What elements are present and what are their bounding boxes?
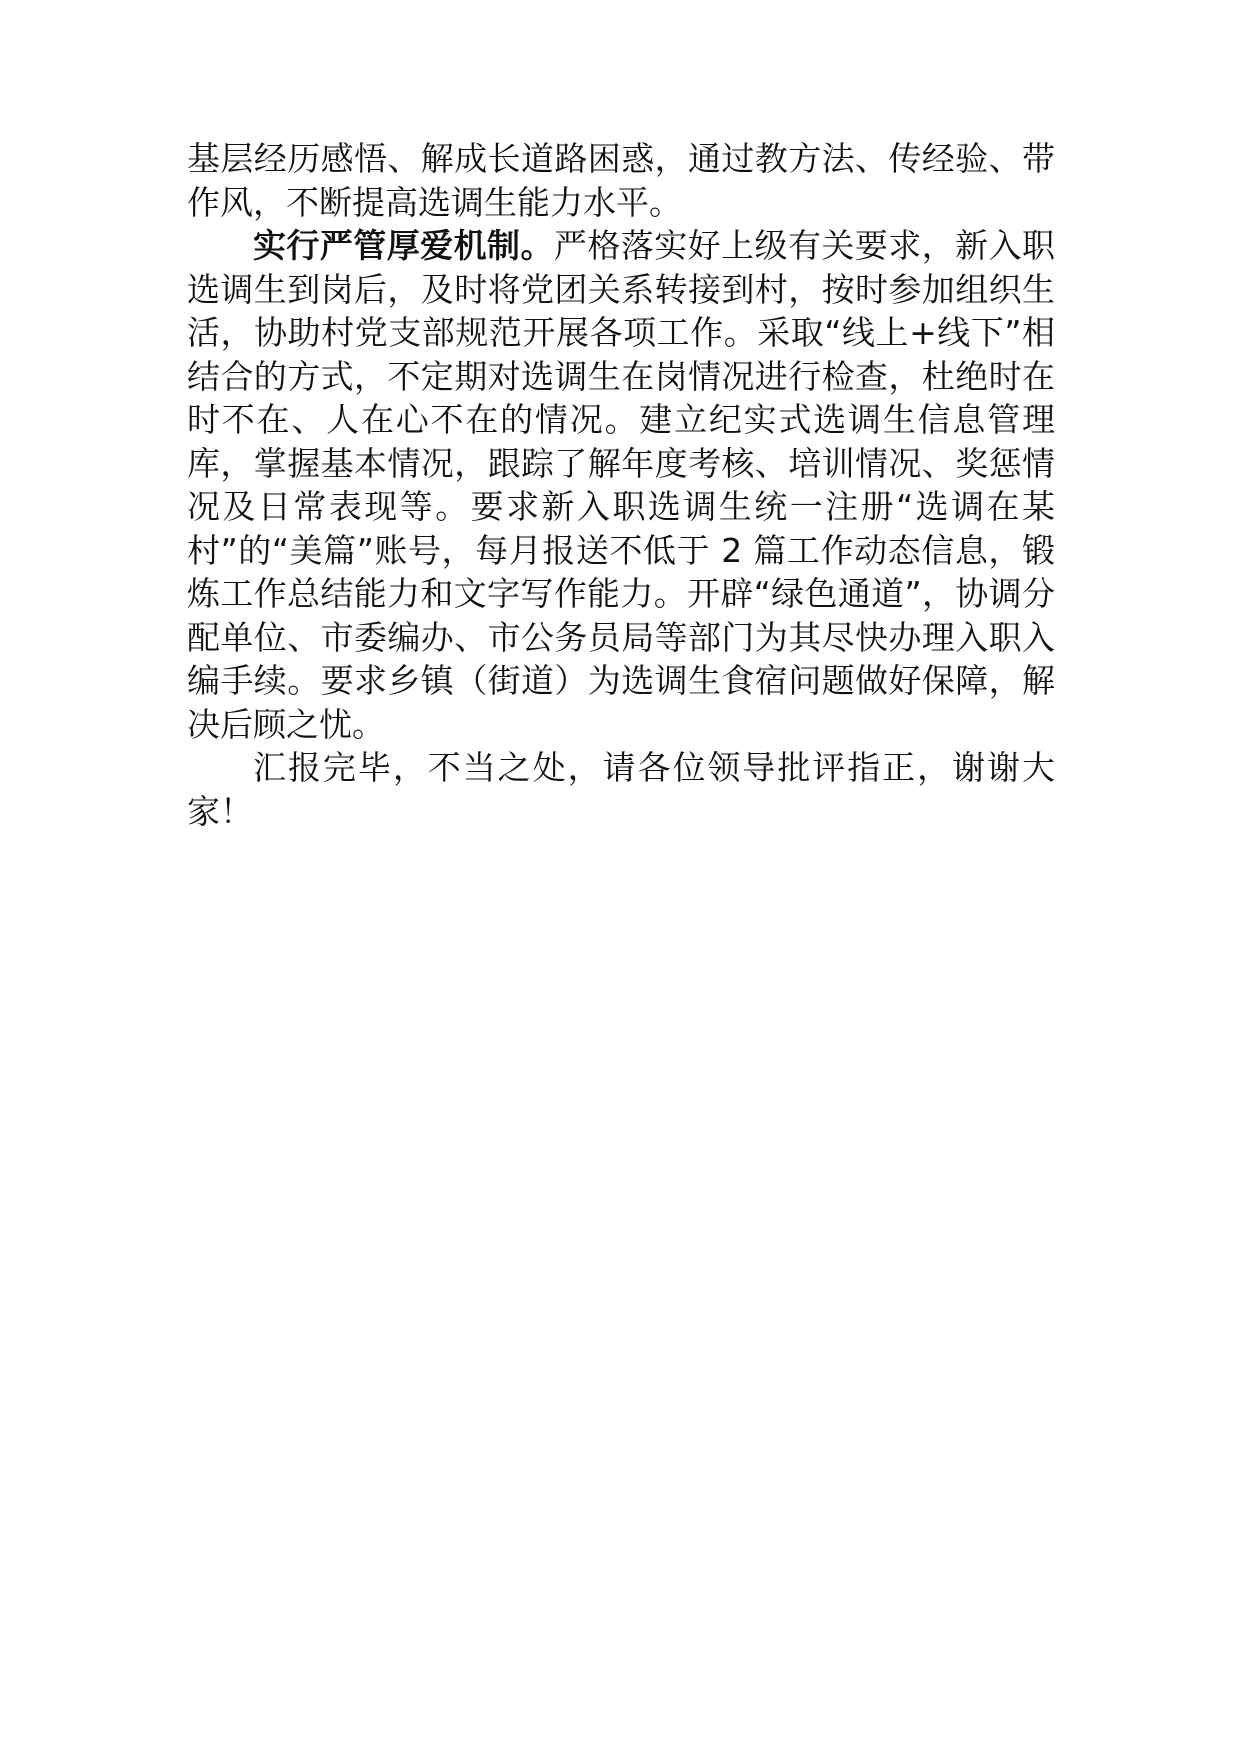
paragraph-text: 严格落实好上级有关要求，新入职选调生到岗后，及时将党团关系转接到村，按时参加组织生活，协助村党支部规范开展各项工作。采取“线上+线下”相结合的方式，不定期对选调生在岗情况进行检查，杜绝时在时不在、人在心不在的情况。建立纪实式选调生信息管理库，掌握基本情况，跟踪了解年度考核、培训情况、奖惩情况及日常表现等。要求新入职选调生统一注册“选调在某村”的“美篇”账号，每月报送不低于 2 篇工作动态信息，锻炼工作总结能力和文字写作能力。开辟“绿色通道”，协调分配单位、市委编办、市公务员局等部门为其尽快办理入职入编手续。要求乡镇（街道）为选调生食宿问题做好保障，解决后顾之忧。 bbox=[187, 226, 1056, 744]
paragraph-closing bbox=[187, 746, 1055, 833]
paragraph-heading: 实行严管厚爱机制。 bbox=[253, 226, 554, 265]
document-body bbox=[187, 137, 1055, 833]
paragraph-continuation bbox=[187, 137, 1055, 224]
paragraph-text: 汇报完毕，不当之处，请各位领导批评指正，谢谢大家！ bbox=[187, 748, 1055, 831]
paragraph-text: 基层经历感悟、解成长道路困惑，通过教方法、传经验、带作风，不断提高选调生能力水平。 bbox=[187, 139, 1055, 222]
paragraph-management-mechanism bbox=[187, 224, 1055, 746]
